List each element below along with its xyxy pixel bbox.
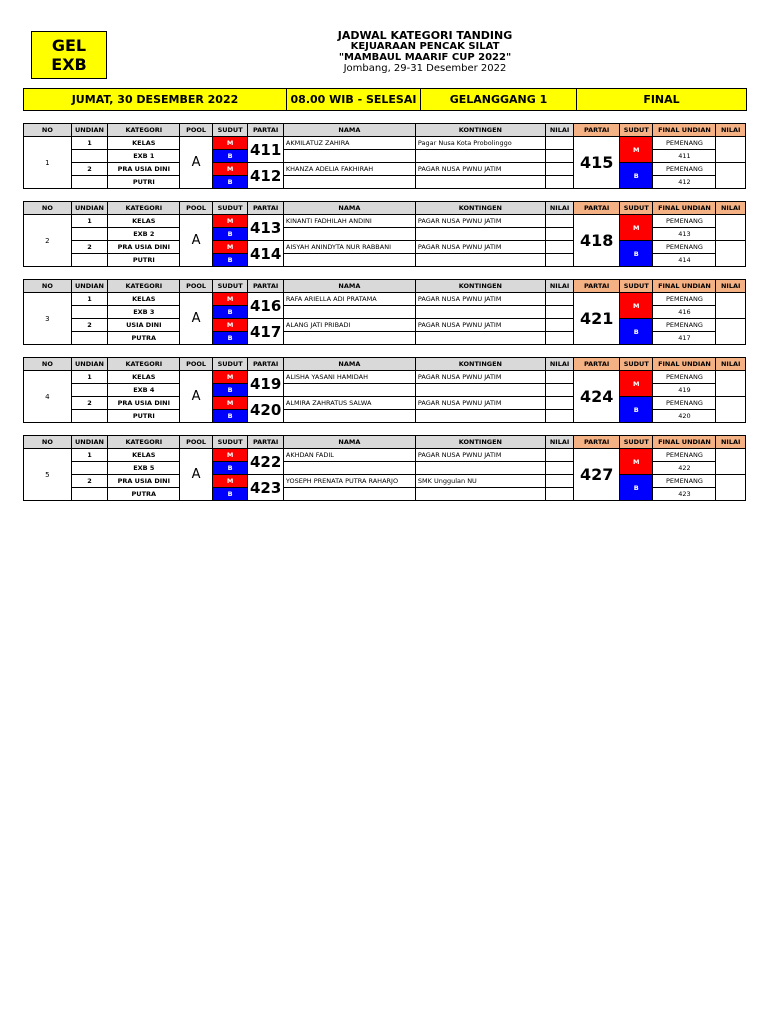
undian-empty <box>71 462 108 475</box>
score-2[interactable] <box>545 475 573 488</box>
score-empty <box>545 254 573 267</box>
final-partai: 418 <box>574 215 620 267</box>
match-no: 2 <box>24 215 72 267</box>
col-no: NO <box>24 358 72 371</box>
winner-label-1: PEMENANG <box>653 215 716 228</box>
col-sudut: SUDUT <box>212 436 248 449</box>
partai-2: 423 <box>248 475 284 501</box>
score-1[interactable] <box>545 215 573 228</box>
athlete-name-empty <box>283 462 415 475</box>
document-header <box>250 30 600 74</box>
score-2[interactable] <box>545 397 573 410</box>
match-no: 5 <box>24 449 72 501</box>
table-header-row <box>24 202 746 215</box>
team-name-empty <box>415 150 545 163</box>
table-header-row <box>24 436 746 449</box>
undian-empty <box>71 384 108 397</box>
match-table <box>23 435 746 501</box>
match-no: 4 <box>24 371 72 423</box>
team-name-2: PAGAR NUSA PWNU JATIM <box>415 319 545 332</box>
final-score-1[interactable] <box>716 137 746 163</box>
undian-1: 1 <box>71 293 108 306</box>
col-sudut: SUDUT <box>212 280 248 293</box>
doc-subtitle: KEJUARAAN PENCAK SILAT <box>350 41 500 52</box>
col-final-partai: PARTAI <box>574 358 620 371</box>
col-nama: NAMA <box>283 436 415 449</box>
col-final-nilai: NILAI <box>716 124 746 137</box>
athlete-name-1: ALISHA YASANI HAMIDAH <box>283 371 415 384</box>
col-final-partai: PARTAI <box>574 124 620 137</box>
athlete-name-2: YOSEPH PRENATA PUTRA RAHARJO <box>283 475 415 488</box>
kategori-code: EXB 4 <box>108 384 180 397</box>
table-row <box>24 241 746 254</box>
score-empty <box>545 462 573 475</box>
final-corner-m: M <box>619 371 653 397</box>
kategori-age: PRA USIA DINI <box>108 397 180 410</box>
undian-2: 2 <box>71 241 108 254</box>
col-pool: POOL <box>180 280 212 293</box>
col-partai: PARTAI <box>248 124 284 137</box>
col-kategori: KATEGORI <box>108 202 180 215</box>
col-final-sudut: SUDUT <box>619 436 653 449</box>
team-name-2: SMK Unggulan NU <box>415 475 545 488</box>
athlete-name-empty <box>283 384 415 397</box>
gel-code: EXB <box>51 55 87 74</box>
final-partai: 424 <box>574 371 620 423</box>
team-name-2: PAGAR NUSA PWNU JATIM <box>415 397 545 410</box>
table-row <box>24 163 746 176</box>
final-corner-m: M <box>619 449 653 475</box>
col-no: NO <box>24 202 72 215</box>
col-undian: UNDIAN <box>71 202 108 215</box>
pool-value: A <box>180 449 212 501</box>
athlete-name-1: AKHDAN FADIL <box>283 449 415 462</box>
undian-1: 1 <box>71 449 108 462</box>
athlete-name-2: KHANZA ADELIA FAKHIRAH <box>283 163 415 176</box>
team-name-2: PAGAR NUSA PWNU JATIM <box>415 241 545 254</box>
undian-1: 1 <box>71 137 108 150</box>
table-row <box>24 137 746 150</box>
col-nama: NAMA <box>283 124 415 137</box>
winner-label-2: PEMENANG <box>653 475 716 488</box>
info-round: FINAL <box>643 93 680 106</box>
final-score-1[interactable] <box>716 371 746 397</box>
kategori-gender: PUTRI <box>108 410 180 423</box>
final-corner-m: M <box>619 293 653 319</box>
gel-badge <box>31 31 107 79</box>
col-pool: POOL <box>180 124 212 137</box>
col-no: NO <box>24 124 72 137</box>
undian-2: 2 <box>71 475 108 488</box>
athlete-name-empty <box>283 176 415 189</box>
corner-b: B <box>212 254 248 267</box>
athlete-name-empty <box>283 254 415 267</box>
final-score-2[interactable] <box>716 475 746 501</box>
col-final-partai: PARTAI <box>574 436 620 449</box>
corner-m: M <box>212 371 248 384</box>
match-no: 3 <box>24 293 72 345</box>
team-name-1: PAGAR NUSA PWNU JATIM <box>415 371 545 384</box>
final-corner-b: B <box>619 397 653 423</box>
pool-value: A <box>180 293 212 345</box>
col-partai: PARTAI <box>248 436 284 449</box>
col-pool: POOL <box>180 202 212 215</box>
match-table <box>23 201 746 267</box>
score-empty <box>545 150 573 163</box>
final-score-2[interactable] <box>716 319 746 345</box>
table-row <box>24 397 746 410</box>
winner-label-1: PEMENANG <box>653 449 716 462</box>
corner-b: B <box>212 150 248 163</box>
table-row <box>24 475 746 488</box>
col-undian: UNDIAN <box>71 124 108 137</box>
col-sudut: SUDUT <box>212 358 248 371</box>
col-partai: PARTAI <box>248 358 284 371</box>
col-final-sudut: SUDUT <box>619 358 653 371</box>
winner-ref-1: 411 <box>653 150 716 163</box>
corner-m: M <box>212 475 248 488</box>
col-final-nilai: NILAI <box>716 280 746 293</box>
winner-ref-2: 414 <box>653 254 716 267</box>
col-final-partai: PARTAI <box>574 280 620 293</box>
pool-value: A <box>180 137 212 189</box>
partai-2: 420 <box>248 397 284 423</box>
corner-m: M <box>212 163 248 176</box>
col-undian: UNDIAN <box>71 358 108 371</box>
winner-ref-2: 420 <box>653 410 716 423</box>
team-name-1: PAGAR NUSA PWNU JATIM <box>415 215 545 228</box>
undian-empty <box>71 228 108 241</box>
final-corner-b: B <box>619 319 653 345</box>
winner-label-2: PEMENANG <box>653 319 716 332</box>
score-1[interactable] <box>545 371 573 384</box>
score-empty <box>545 410 573 423</box>
winner-ref-1: 413 <box>653 228 716 241</box>
gel-label: GEL <box>51 36 87 55</box>
final-corner-m: M <box>619 137 653 163</box>
kategori-kelas: KELAS <box>108 371 180 384</box>
final-partai: 427 <box>574 449 620 501</box>
table-header-row <box>24 280 746 293</box>
winner-label-2: PEMENANG <box>653 397 716 410</box>
team-name-empty <box>415 488 545 501</box>
undian-empty <box>71 176 108 189</box>
undian-empty <box>71 306 108 319</box>
score-1[interactable] <box>545 293 573 306</box>
partai-1: 422 <box>248 449 284 475</box>
team-name-2: PAGAR NUSA PWNU JATIM <box>415 163 545 176</box>
table-row <box>24 319 746 332</box>
partai-2: 417 <box>248 319 284 345</box>
score-2[interactable] <box>545 319 573 332</box>
final-corner-b: B <box>619 241 653 267</box>
score-2[interactable] <box>545 163 573 176</box>
winner-label-2: PEMENANG <box>653 241 716 254</box>
col-kontingen: KONTINGEN <box>415 358 545 371</box>
col-kategori: KATEGORI <box>108 358 180 371</box>
final-score-2[interactable] <box>716 163 746 189</box>
kategori-age: USIA DINI <box>108 319 180 332</box>
col-kategori: KATEGORI <box>108 124 180 137</box>
col-partai: PARTAI <box>248 280 284 293</box>
col-sudut: SUDUT <box>212 202 248 215</box>
event-name: "MAMBAUL MAARIF CUP 2022" <box>338 52 512 63</box>
col-nilai: NILAI <box>545 436 573 449</box>
athlete-name-1: AKMILATUZ ZAHIRA <box>283 137 415 150</box>
kategori-age: PRA USIA DINI <box>108 241 180 254</box>
score-empty <box>545 332 573 345</box>
col-final-nilai: NILAI <box>716 436 746 449</box>
corner-b: B <box>212 306 248 319</box>
score-empty <box>545 176 573 189</box>
col-pool: POOL <box>180 436 212 449</box>
athlete-name-empty <box>283 306 415 319</box>
score-empty <box>545 228 573 241</box>
kategori-code: EXB 1 <box>108 150 180 163</box>
kategori-gender: PUTRA <box>108 488 180 501</box>
corner-b: B <box>212 176 248 189</box>
score-empty <box>545 488 573 501</box>
corner-b: B <box>212 488 248 501</box>
col-final-partai: PARTAI <box>574 202 620 215</box>
winner-ref-2: 423 <box>653 488 716 501</box>
table-header-row <box>24 124 746 137</box>
col-nama: NAMA <box>283 280 415 293</box>
winner-label-1: PEMENANG <box>653 371 716 384</box>
final-score-2[interactable] <box>716 397 746 423</box>
schedule-info-bar <box>23 88 747 111</box>
final-partai: 415 <box>574 137 620 189</box>
kategori-age: PRA USIA DINI <box>108 475 180 488</box>
col-undian: UNDIAN <box>71 436 108 449</box>
pool-value: A <box>180 371 212 423</box>
kategori-kelas: KELAS <box>108 449 180 462</box>
col-nilai: NILAI <box>545 202 573 215</box>
corner-m: M <box>212 397 248 410</box>
kategori-code: EXB 3 <box>108 306 180 319</box>
col-final-undian: FINAL UNDIAN <box>653 280 716 293</box>
undian-empty <box>71 410 108 423</box>
kategori-kelas: KELAS <box>108 215 180 228</box>
table-header-row <box>24 358 746 371</box>
info-arena: GELANGGANG 1 <box>421 89 577 110</box>
col-nilai: NILAI <box>545 280 573 293</box>
athlete-name-empty <box>283 332 415 345</box>
undian-empty <box>71 254 108 267</box>
col-final-undian: FINAL UNDIAN <box>653 124 716 137</box>
team-name-empty <box>415 332 545 345</box>
match-no: 1 <box>24 137 72 189</box>
col-kategori: KATEGORI <box>108 436 180 449</box>
athlete-name-1: RAFA ARIELLA ADI PRATAMA <box>283 293 415 306</box>
corner-m: M <box>212 319 248 332</box>
score-1[interactable] <box>545 449 573 462</box>
athlete-name-2: ALANG JATI PRIBADI <box>283 319 415 332</box>
partai-2: 412 <box>248 163 284 189</box>
col-pool: POOL <box>180 358 212 371</box>
score-empty <box>545 306 573 319</box>
winner-ref-1: 416 <box>653 306 716 319</box>
col-final-nilai: NILAI <box>716 202 746 215</box>
score-1[interactable] <box>545 137 573 150</box>
winner-ref-2: 412 <box>653 176 716 189</box>
final-partai: 421 <box>574 293 620 345</box>
undian-2: 2 <box>71 319 108 332</box>
doc-title: JADWAL KATEGORI TANDING <box>337 29 513 42</box>
partai-1: 411 <box>248 137 284 163</box>
winner-ref-1: 422 <box>653 462 716 475</box>
corner-b: B <box>212 332 248 345</box>
undian-2: 2 <box>71 163 108 176</box>
col-nama: NAMA <box>283 358 415 371</box>
athlete-name-2: ALMIRA ZAHRATUS SALWA <box>283 397 415 410</box>
corner-b: B <box>212 228 248 241</box>
athlete-name-1: KINANTI FADHILAH ANDINI <box>283 215 415 228</box>
col-final-undian: FINAL UNDIAN <box>653 202 716 215</box>
team-name-1: Pagar Nusa Kota Probolinggo <box>415 137 545 150</box>
undian-empty <box>71 150 108 163</box>
corner-b: B <box>212 384 248 397</box>
col-no: NO <box>24 436 72 449</box>
corner-b: B <box>212 410 248 423</box>
kategori-gender: PUTRA <box>108 332 180 345</box>
final-score-1[interactable] <box>716 449 746 475</box>
col-partai: PARTAI <box>248 202 284 215</box>
match-table <box>23 357 746 423</box>
partai-1: 416 <box>248 293 284 319</box>
team-name-empty <box>415 306 545 319</box>
col-kontingen: KONTINGEN <box>415 202 545 215</box>
undian-empty <box>71 332 108 345</box>
winner-label-1: PEMENANG <box>653 137 716 150</box>
col-final-nilai: NILAI <box>716 358 746 371</box>
col-nilai: NILAI <box>545 124 573 137</box>
team-name-empty <box>415 176 545 189</box>
table-row <box>24 215 746 228</box>
athlete-name-2: AISYAH ANINDYTA NUR RABBANI <box>283 241 415 254</box>
final-score-1[interactable] <box>716 215 746 241</box>
kategori-kelas: KELAS <box>108 137 180 150</box>
table-row <box>24 449 746 462</box>
winner-label-2: PEMENANG <box>653 163 716 176</box>
team-name-empty <box>415 462 545 475</box>
final-corner-b: B <box>619 163 653 189</box>
partai-2: 414 <box>248 241 284 267</box>
corner-m: M <box>212 293 248 306</box>
partai-1: 413 <box>248 215 284 241</box>
undian-1: 1 <box>71 371 108 384</box>
info-time: 08.00 WIB - SELESAI <box>287 89 421 110</box>
undian-1: 1 <box>71 215 108 228</box>
col-undian: UNDIAN <box>71 280 108 293</box>
corner-m: M <box>212 449 248 462</box>
team-name-empty <box>415 254 545 267</box>
winner-ref-2: 417 <box>653 332 716 345</box>
col-kontingen: KONTINGEN <box>415 124 545 137</box>
col-kontingen: KONTINGEN <box>415 280 545 293</box>
col-final-sudut: SUDUT <box>619 202 653 215</box>
table-row <box>24 293 746 306</box>
col-final-sudut: SUDUT <box>619 280 653 293</box>
kategori-kelas: KELAS <box>108 293 180 306</box>
undian-2: 2 <box>71 397 108 410</box>
team-name-1: PAGAR NUSA PWNU JATIM <box>415 293 545 306</box>
team-name-empty <box>415 410 545 423</box>
score-2[interactable] <box>545 241 573 254</box>
match-table <box>23 279 746 345</box>
score-empty <box>545 384 573 397</box>
col-sudut: SUDUT <box>212 124 248 137</box>
place-date: Jombang, 29-31 Desember 2022 <box>343 63 507 74</box>
kategori-age: PRA USIA DINI <box>108 163 180 176</box>
winner-label-1: PEMENANG <box>653 293 716 306</box>
col-final-sudut: SUDUT <box>619 124 653 137</box>
pool-value: A <box>180 215 212 267</box>
match-table <box>23 123 746 189</box>
table-row <box>24 371 746 384</box>
col-final-undian: FINAL UNDIAN <box>653 436 716 449</box>
kategori-code: EXB 5 <box>108 462 180 475</box>
corner-m: M <box>212 137 248 150</box>
athlete-name-empty <box>283 150 415 163</box>
corner-b: B <box>212 462 248 475</box>
kategori-gender: PUTRI <box>108 176 180 189</box>
athlete-name-empty <box>283 228 415 241</box>
kategori-gender: PUTRI <box>108 254 180 267</box>
col-no: NO <box>24 280 72 293</box>
athlete-name-empty <box>283 410 415 423</box>
info-day: JUMAT, 30 DESEMBER 2022 <box>24 89 287 110</box>
undian-empty <box>71 488 108 501</box>
team-name-1: PAGAR NUSA PWNU JATIM <box>415 449 545 462</box>
col-kontingen: KONTINGEN <box>415 436 545 449</box>
final-score-2[interactable] <box>716 241 746 267</box>
col-nilai: NILAI <box>545 358 573 371</box>
kategori-code: EXB 2 <box>108 228 180 241</box>
col-nama: NAMA <box>283 202 415 215</box>
final-corner-m: M <box>619 215 653 241</box>
col-final-undian: FINAL UNDIAN <box>653 358 716 371</box>
col-kategori: KATEGORI <box>108 280 180 293</box>
final-score-1[interactable] <box>716 293 746 319</box>
corner-m: M <box>212 241 248 254</box>
corner-m: M <box>212 215 248 228</box>
winner-ref-1: 419 <box>653 384 716 397</box>
team-name-empty <box>415 228 545 241</box>
athlete-name-empty <box>283 488 415 501</box>
final-corner-b: B <box>619 475 653 501</box>
partai-1: 419 <box>248 371 284 397</box>
team-name-empty <box>415 384 545 397</box>
